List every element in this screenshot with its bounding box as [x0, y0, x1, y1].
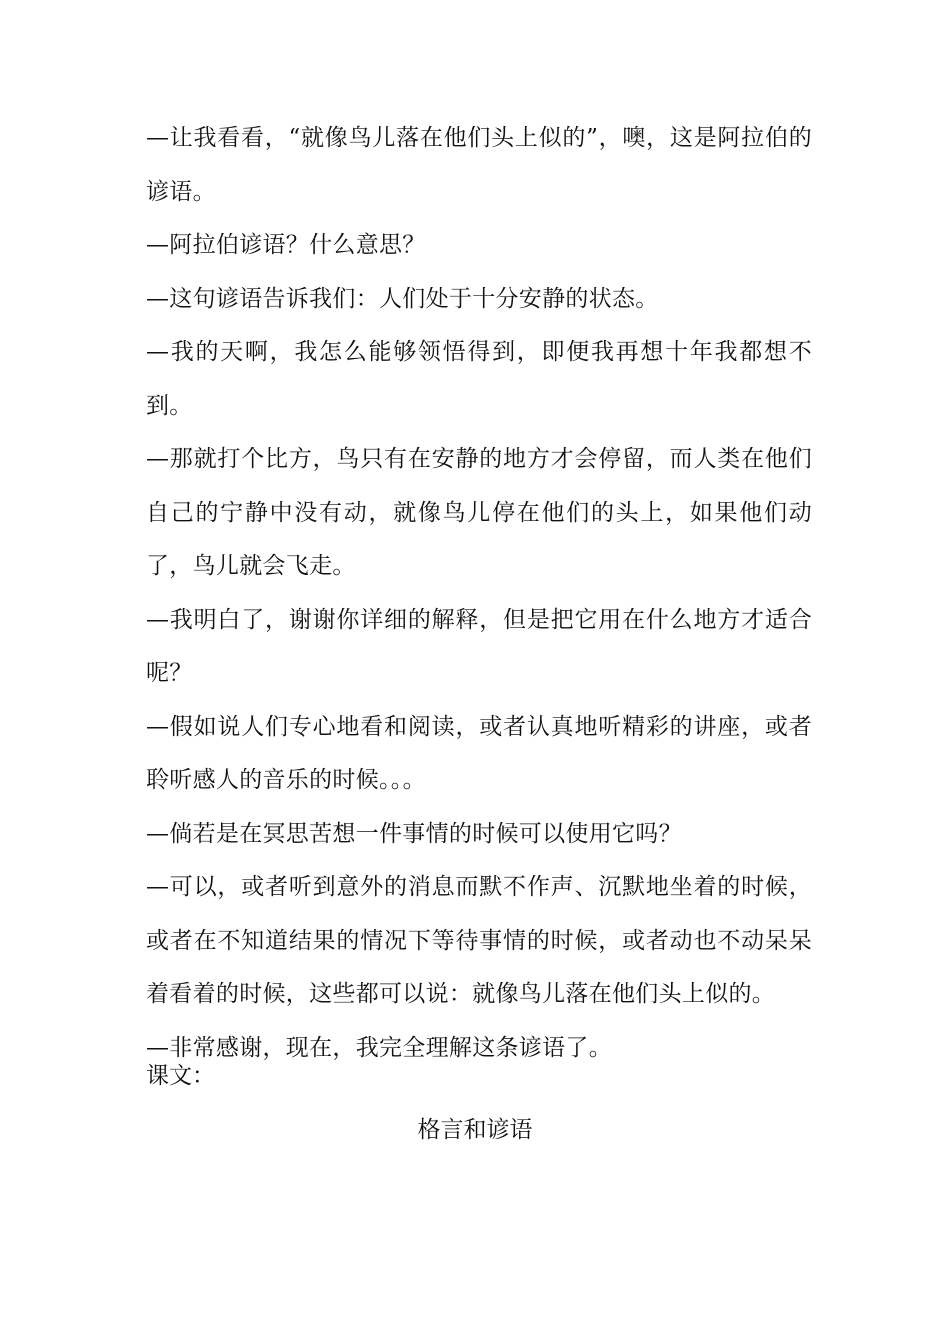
dialogue-line: —可以，或者听到意外的消息而默不作声、沉默地坐着的时候，或者在不知道结果的情况下等待事情的时候，或者动也不动呆呆着看着的时候，这些都可以说：就像鸟儿落在他们头上似的。 [146, 874, 812, 1007]
dialogue-line: —假如说人们专心地看和阅读，或者认真地听精彩的讲座，或者聆听感人的音乐的时候。。。 [146, 713, 812, 793]
dialogue-line: —非常感谢，现在，我完全理解这条谚语了。 [146, 1034, 612, 1061]
dialogue-line: —我明白了，谢谢你详细的解释，但是把它用在什么地方才适合呢？ [146, 606, 812, 686]
lesson-title: 格言和谚语 [417, 1117, 533, 1143]
dialogue-line: —那就打个比方，鸟只有在安静的地方才会停留，而人类在他们自己的宁静中没有动，就像鸟儿停在他们的头上，如果他们动了，鸟儿就会飞走。 [146, 446, 812, 579]
dialogue-line: —我的天啊，我怎么能够领悟得到，即便我再想十年我都想不到。 [146, 339, 812, 419]
section-label: 课文： [146, 1063, 215, 1089]
dialogue-line: —这句谚语告诉我们：人们处于十分安静的状态。 [146, 285, 659, 312]
dialogue-line: —让我看看，“就像鸟儿落在他们头上似的”，噢，这是阿拉伯的谚语。 [146, 125, 812, 205]
dialogue-line: —阿拉伯谚语？什么意思？ [146, 232, 426, 258]
dialogue-block [146, 112, 812, 1075]
dialogue-line: —倘若是在冥思苦想一件事情的时候可以使用它吗？ [146, 820, 682, 847]
